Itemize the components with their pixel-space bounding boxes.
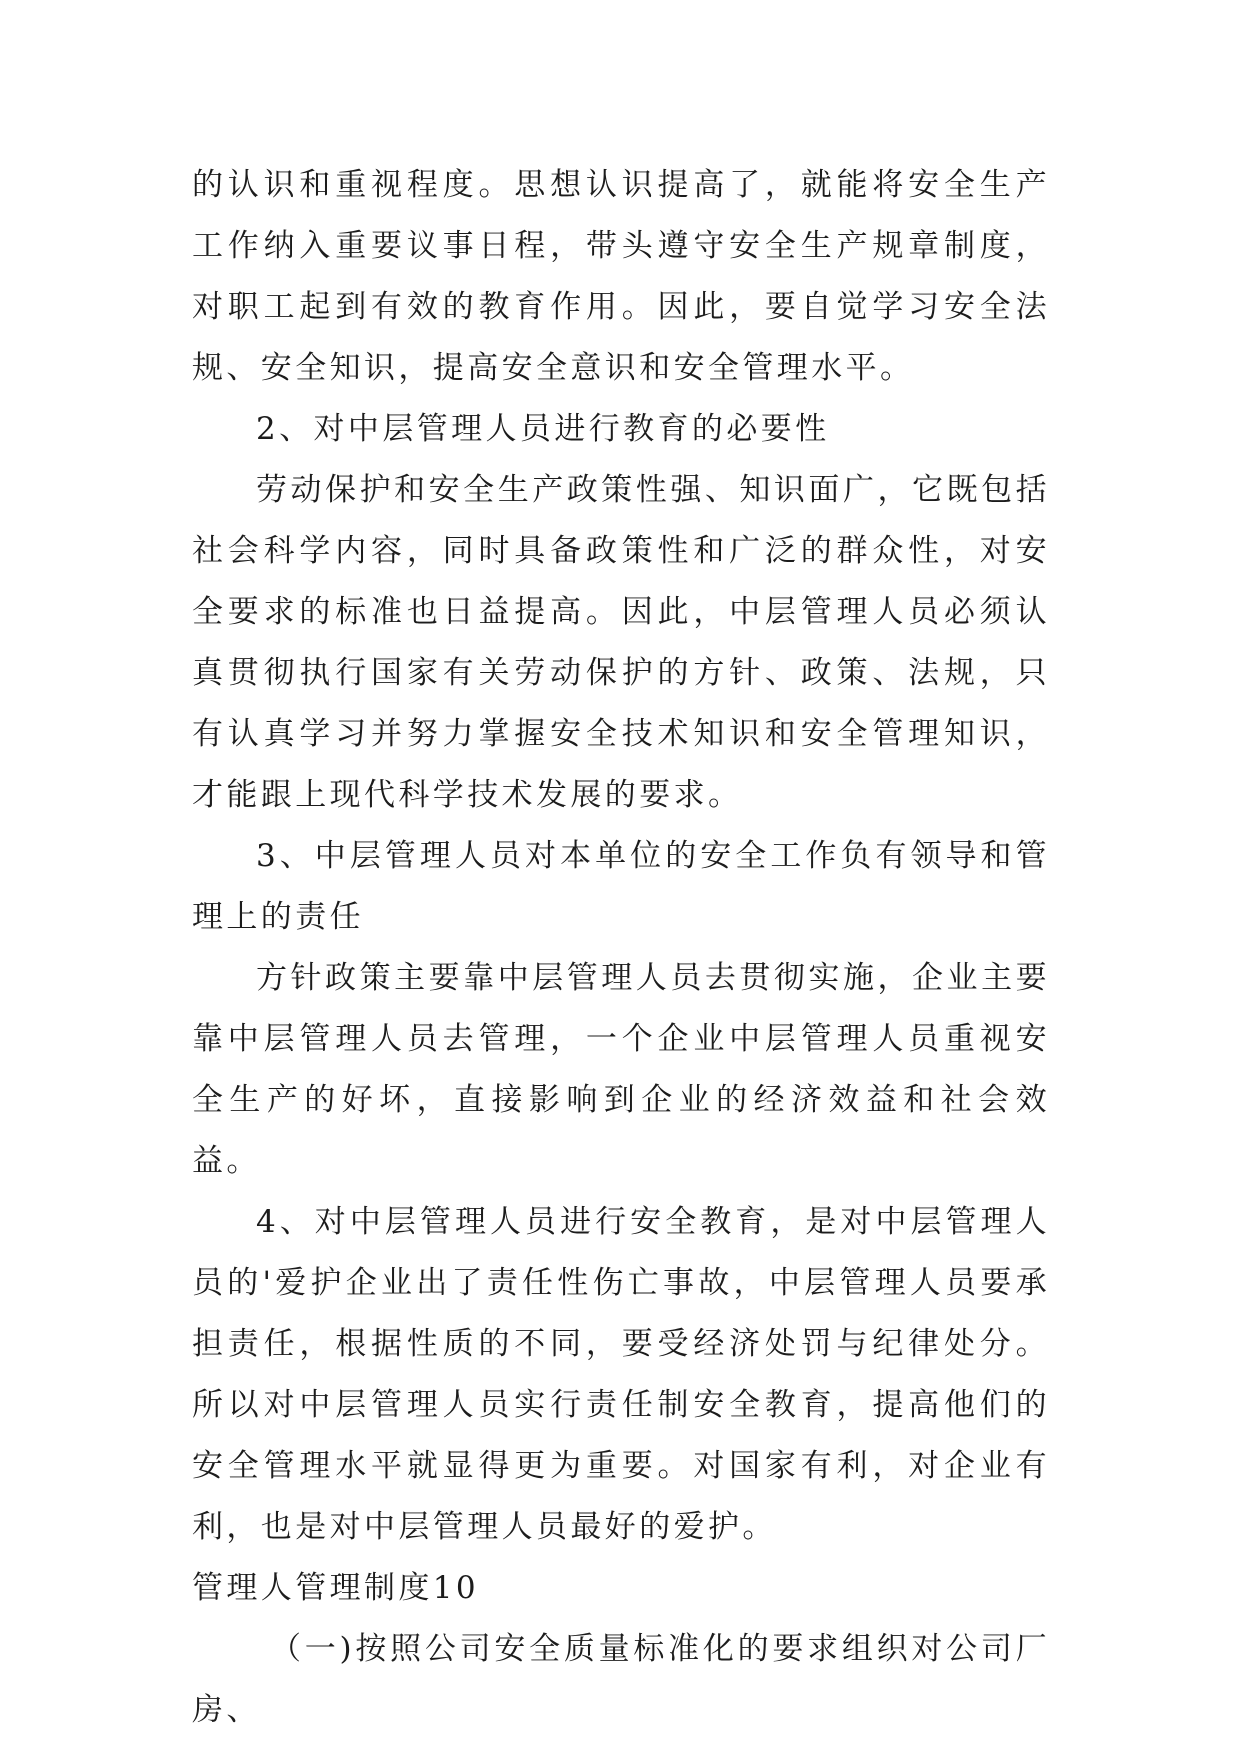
- section-heading-2: 2、对中层管理人员进行教育的必要性: [256, 411, 830, 447]
- paragraph-necessity: 劳动保护和安全生产政策性强、知识面广，它既包括社会科学内容，同时具备政策性和广泛的群众性，对安全要求的标准也日益提高。因此，中层管理人员必须认真贯彻执行国家有关劳动保护的方针、政策、法规，只有认真学习并努力掌握安全技术知识和安全管理知识，才能跟上现代科学技术发展的要求。: [192, 472, 1050, 813]
- section-title-management-system: 管理人管理制度10: [192, 1570, 480, 1606]
- paragraph-responsibility: 方针政策主要靠中层管理人员去贯彻实施，企业主要靠中层管理人员去管理，一个企业中层管理人员重视安全生产的好坏，直接影响到企业的经济效益和社会效益。: [192, 960, 1050, 1179]
- paragraph-item-one: （一)按照公司安全质量标准化的要求组织对公司厂房、: [192, 1631, 1050, 1728]
- paragraph-continuation: 的认识和重视程度。思想认识提高了，就能将安全生产工作纳入重要议事日程，带头遵守安全生产规章制度，对职工起到有效的教育作用。因此，要自觉学习安全法规、安全知识，提高安全意识和安全管理水平。: [192, 167, 1050, 386]
- document-body: [192, 155, 1050, 1741]
- section-heading-3: 3、中层管理人员对本单位的安全工作负有领导和管理上的责任: [192, 838, 1050, 935]
- paragraph-safety-education: 4、对中层管理人员进行安全教育，是对中层管理人员的'爱护企业出了责任性伤亡事故，中层管理人员要承担责任，根据性质的不同，要受经济处罚与纪律处分。所以对中层管理人员实行责任制安全教育，提高他们的安全管理水平就显得更为重要。对国家有利，对企业有利，也是对中层管理人员最好的爱护。: [192, 1204, 1050, 1545]
